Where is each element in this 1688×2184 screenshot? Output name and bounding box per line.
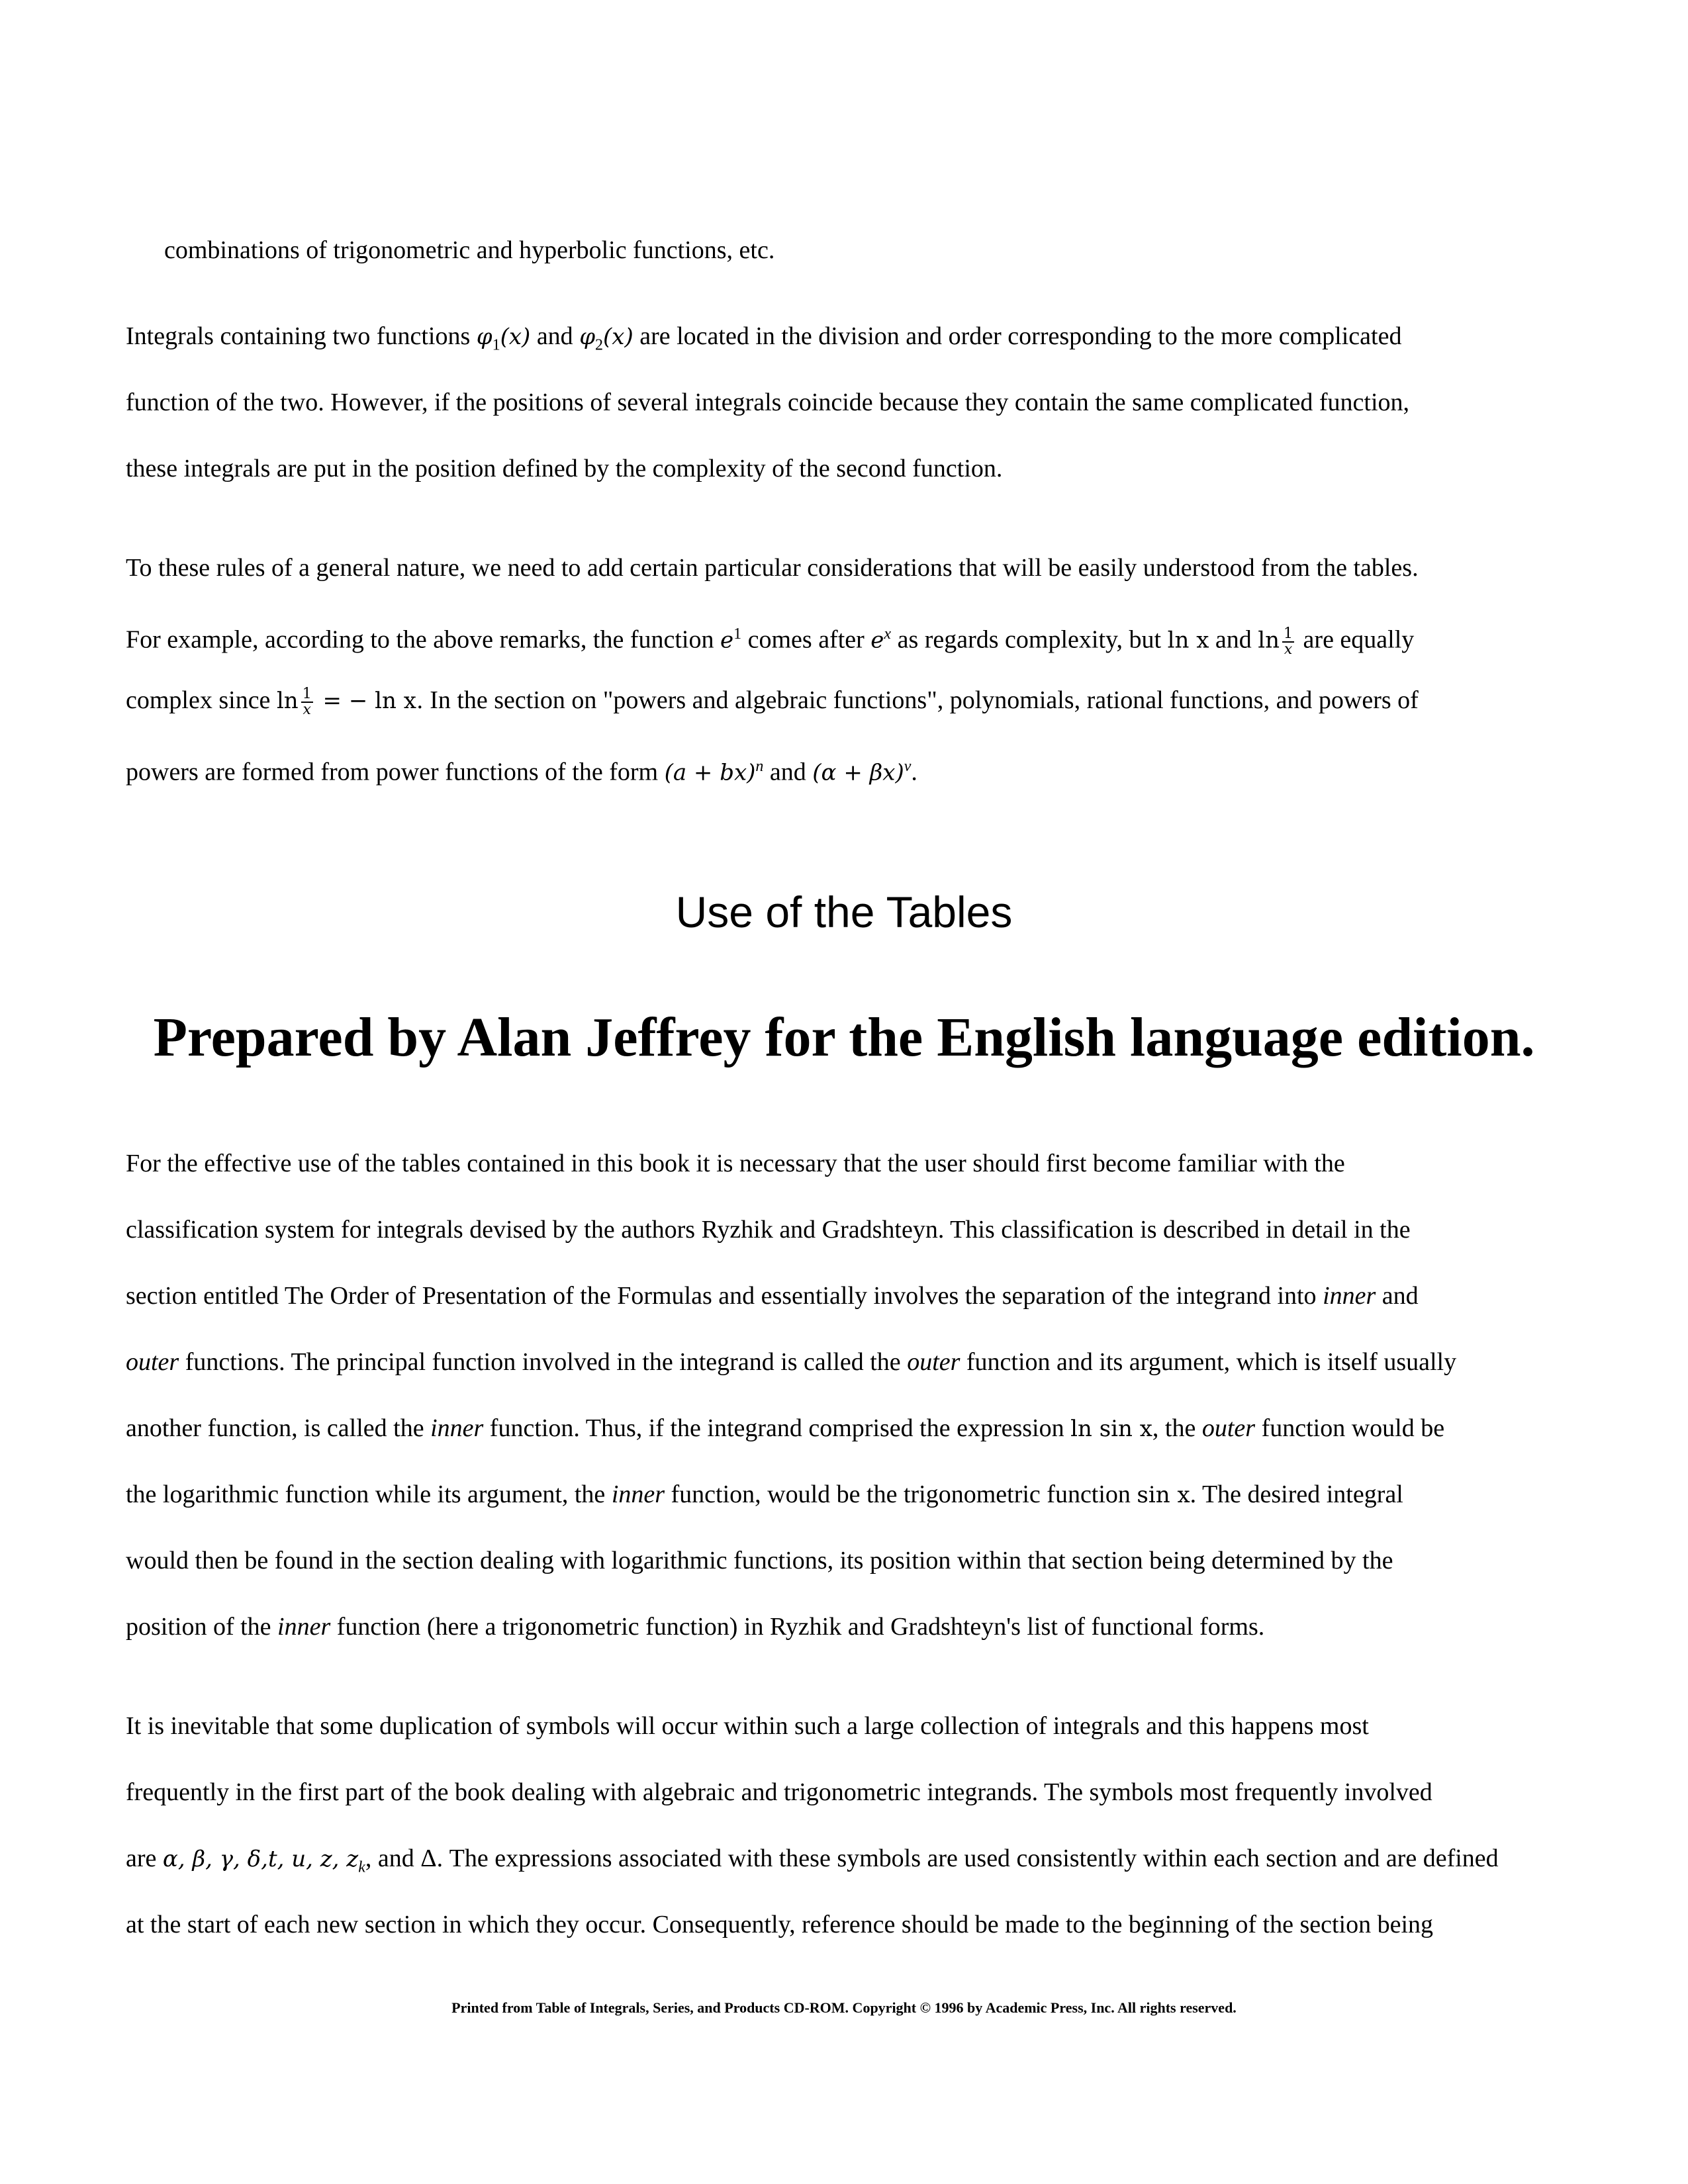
text: function. Thus, if the integrand comprised the expression: [483, 1414, 1071, 1442]
text: Integrals containing two functions: [126, 322, 477, 350]
text: position of the: [126, 1613, 278, 1641]
inner-term: inner: [277, 1613, 331, 1641]
ln-x-expr: ln x: [1167, 627, 1209, 654]
para3-line6: [126, 1479, 1403, 1510]
power-superscript: n: [755, 758, 764, 775]
text: function and its argument, which is itself usually: [960, 1348, 1457, 1376]
para4-line2: frequently in the first part of the book dealing with algebraic and trigonometric integrands. The symbols most frequently involved: [126, 1778, 1432, 1806]
e-superscript: x: [884, 625, 892, 643]
para3-line3: [126, 1281, 1419, 1311]
text: , and Δ. The expressions associated with these symbols are used consistently within each section and are defined: [365, 1844, 1499, 1872]
power-superscript: ν: [904, 758, 912, 775]
text: are equally: [1297, 625, 1415, 654]
text: function (here a trigonometric function) in Ryzhik and Gradshteyn's list of functional forms.: [330, 1613, 1265, 1641]
ln-symbol: ln: [1258, 627, 1280, 654]
power-expr: (α + βx): [812, 759, 904, 786]
text: function, would be the trigonometric function: [665, 1480, 1137, 1508]
fraction: [301, 687, 313, 717]
phi1-arg: (x): [500, 324, 531, 350]
text: are located in the division and order corresponding to the more complicated: [633, 322, 1402, 350]
inner-term: inner: [611, 1480, 665, 1508]
text: powers are formed from power functions of the form: [126, 758, 665, 786]
text: , the: [1152, 1414, 1202, 1442]
para3-line1: For the effective use of the tables contained in this book it is necessary that the user should first become familiar with the: [126, 1150, 1345, 1177]
para3-line5: [126, 1413, 1444, 1444]
para3-line4: [126, 1347, 1456, 1377]
para4-line1: It is inevitable that some duplication of symbols will occur within such a large collection of integrals and this happens most: [126, 1712, 1369, 1740]
text: .: [911, 758, 917, 786]
para2-line1: To these rules of a general nature, we need to add certain particular considerations that will be easily understood from the tables.: [126, 554, 1419, 582]
fraction-denominator: x: [303, 702, 311, 719]
ln-symbol: ln: [276, 688, 299, 714]
text: function would be: [1255, 1414, 1445, 1442]
text: another function, is called the: [126, 1414, 431, 1442]
text: as regards complexity, but: [891, 625, 1168, 654]
phi1-symbol: φ: [476, 324, 492, 350]
para4-line3: [126, 1843, 1499, 1883]
text: and: [763, 758, 813, 786]
para3-line2: classification system for integrals devised by the authors Ryzhik and Gradshteyn. This classification is described in detail in the: [126, 1216, 1411, 1244]
power-expr: (a + bx): [664, 759, 756, 786]
para2-line3: [126, 685, 1419, 717]
text: comes after: [741, 625, 871, 654]
symbols-list: α, β, γ, δ,t, u, z, z: [162, 1846, 359, 1872]
copyright-footer: Printed from Table of Integrals, Series, and Products CD-ROM. Copyright © 1996 by Academic Press, Inc. All rights reserved.: [451, 1999, 1237, 2016]
outer-term: outer: [1201, 1414, 1256, 1442]
text: section entitled The Order of Presentation of the Formulas and essentially involves the separation of the integrand into: [126, 1282, 1323, 1310]
inner-term: inner: [1323, 1282, 1376, 1310]
e-symbol: e: [720, 627, 734, 654]
e-symbol: e: [870, 627, 884, 654]
text: and: [1209, 625, 1258, 654]
text: For example, according to the above remarks, the function: [126, 625, 720, 654]
text: the logarithmic function while its argument, the: [126, 1480, 612, 1508]
text: In the section on "powers and algebraic functions", polynomials, rational functions, and powers of: [423, 686, 1419, 714]
text: . The desired integral: [1190, 1480, 1403, 1508]
text: complex since: [126, 686, 277, 714]
text: and: [530, 322, 580, 350]
equation: = − ln x.: [315, 688, 424, 714]
sin-x-expr: sin x: [1137, 1482, 1190, 1508]
phi2-symbol: φ: [579, 324, 595, 350]
main-heading: Prepared by Alan Jeffrey for the English language edition.: [153, 1007, 1535, 1068]
outer-term: outer: [907, 1348, 961, 1376]
phi2-arg: (x): [603, 324, 633, 350]
phi1-subscript: 1: [492, 336, 500, 354]
para1-line2: function of the two. However, if the positions of several integrals coincide because they contain the same complicated function,: [126, 388, 1410, 416]
fraction: [1282, 627, 1294, 657]
fraction-denominator: x: [1284, 641, 1293, 658]
fraction-numerator: 1: [302, 686, 312, 703]
outer-term: outer: [126, 1348, 179, 1376]
para3-line8: [126, 1612, 1264, 1642]
section-heading: Use of the Tables: [675, 887, 1013, 936]
e-superscript: 1: [733, 625, 742, 643]
text: are: [126, 1844, 163, 1872]
phi2-subscript: 2: [595, 336, 603, 354]
para2-line4: [126, 751, 917, 788]
para4-line4: at the start of each new section in which they occur. Consequently, reference should be made to the beginning of the section being: [126, 1911, 1434, 1938]
para1-line1: [126, 321, 1401, 361]
inner-term: inner: [430, 1414, 484, 1442]
para1-line3: these integrals are put in the position defined by the complexity of the second function.: [126, 455, 1003, 482]
intro-line: combinations of trigonometric and hyperbolic functions, etc.: [164, 236, 775, 264]
para3-line7: would then be found in the section dealing with logarithmic functions, its position within that section being determined by the: [126, 1547, 1393, 1574]
ln-sin-x-expr: ln sin x: [1070, 1416, 1152, 1442]
zk-subscript: k: [358, 1858, 365, 1876]
para2-line2: [126, 619, 1414, 657]
fraction-numerator: 1: [1284, 625, 1293, 642]
text: functions. The principal function involved in the integrand is called the: [179, 1348, 908, 1376]
text: and: [1376, 1282, 1419, 1310]
